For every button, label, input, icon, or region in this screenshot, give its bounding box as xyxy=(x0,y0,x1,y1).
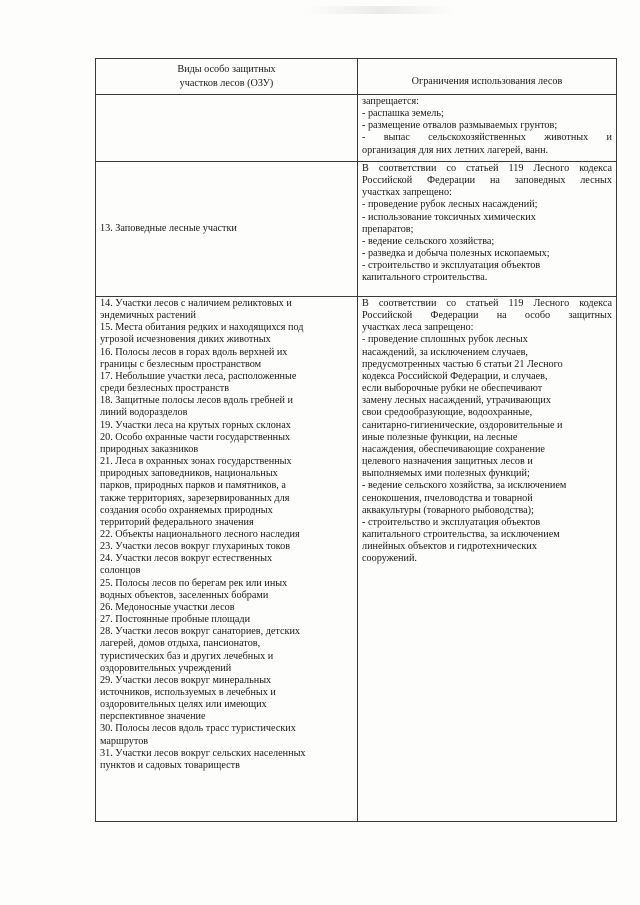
text-line: сооружений. xyxy=(362,553,417,565)
text-line: - выпас сельскохозяйственных животных и xyxy=(362,132,612,144)
text-line: насаждения, обеспечивающие сохранение xyxy=(362,443,545,455)
text-line: 15. Места обитания редких и находящихся под xyxy=(100,322,304,334)
header-restrictions xyxy=(358,59,617,95)
text-line: границы с безлесным пространством xyxy=(100,358,262,370)
text-line: 21. Леса в охранных зонах государственных xyxy=(100,456,292,468)
text-line: оздоровительных целях или имеющих xyxy=(100,699,267,711)
text-line: природных заказников xyxy=(100,443,199,455)
text-line: солонцов xyxy=(100,565,141,577)
text-line: препаратов; xyxy=(362,223,414,235)
text-line: 20. Особо охранные части государственных xyxy=(100,431,291,443)
text-line: В соответствии со статьей 119 Лесного кодекса xyxy=(362,163,612,174)
text-line: 19. Участки леса на крутых горных склонах xyxy=(100,419,291,431)
text-line: 23. Участки лесов вокруг глухариных токов xyxy=(100,541,291,553)
text-line: пунктов и садовых товариществ xyxy=(100,759,240,771)
text-line: 29. Участки лесов вокруг минеральных xyxy=(100,674,272,686)
text-line: источников, используемых в лечебных и xyxy=(100,687,276,698)
text-line: линейных объектов и гидротехнических xyxy=(362,541,537,553)
text-line: запрещается: xyxy=(362,96,419,107)
text-line: оздоровительных учреждений xyxy=(100,662,232,674)
text-line: свои средообразующие, водоохранные, xyxy=(362,407,533,419)
text-line: выполняемых ими полезных функций; xyxy=(362,468,530,480)
text-line: - проведение сплошных рубок лесных xyxy=(362,334,528,346)
text-line: 25. Полосы лесов по берегам рек или иных xyxy=(100,577,288,589)
header-ozu-line-2: участков лесов (ОЗУ) xyxy=(179,78,274,89)
table-row xyxy=(96,162,617,297)
text-line: аквакультуры (товарного рыбоводства); xyxy=(362,504,534,516)
text-line: участках леса запрещено: xyxy=(362,322,474,334)
text-line: - ведение сельского хозяйства; xyxy=(362,235,495,247)
text-line: кодекса Российской Федерации, и случаев, xyxy=(362,370,548,382)
text-line: создания особо охраняемых природных xyxy=(100,504,273,516)
text-line: также территориях, зарезервированных для xyxy=(100,492,290,504)
text-line: туристических баз и других лечебных и xyxy=(100,650,274,662)
text-line: В соответствии со статьей 119 Лесного кодекса xyxy=(362,298,612,309)
text-line: - строительство и эксплуатация объектов xyxy=(362,516,541,528)
header-ozu-types xyxy=(96,59,358,95)
text-line: 26. Медоносные участки лесов xyxy=(100,601,235,613)
text-line: 14. Участки лесов с наличием реликтовых и xyxy=(100,298,292,309)
text-line: территорий федерального значения xyxy=(100,516,254,528)
text-line: 28. Участки лесов вокруг санаториев, детских xyxy=(100,626,301,638)
table-header-row xyxy=(96,59,617,95)
text-line: 30. Полосы лесов вдоль трасс туристических xyxy=(100,723,296,735)
text-line: перспективное значение xyxy=(100,711,206,723)
row1-type-cell xyxy=(96,95,358,162)
scan-artifact xyxy=(305,6,455,14)
text-line: санитарно-гигиенические, оздоровительные и xyxy=(362,419,563,431)
text-line: - строительство и эксплуатация объектов xyxy=(362,260,541,272)
text-line: эндемичных растений xyxy=(100,310,196,322)
text-line: - использование токсичных химических xyxy=(362,211,536,223)
row2-type-cell xyxy=(96,162,358,297)
text-line: целевого назначения защитных лесов и xyxy=(362,456,533,468)
text-line: 16. Полосы лесов в горах вдоль верхней их xyxy=(100,346,288,358)
text-line: участках запрещено: xyxy=(362,187,452,199)
text-line: предусмотренных частью 6 статьи 21 Лесного xyxy=(362,358,563,370)
text-line: - распашка земель; xyxy=(362,108,444,120)
text-line: иные полезные функции, на лесные xyxy=(362,431,518,443)
text-line: - разведка и добыча полезных ископаемых; xyxy=(362,248,550,260)
text-line: 18. Защитные полосы лесов вдоль гребней и xyxy=(100,395,293,407)
row3-types-cell xyxy=(96,297,358,822)
text-line: 31. Участки лесов вокруг сельских населенных xyxy=(100,747,306,759)
text-line: насаждений, за исключением случаев, xyxy=(362,346,528,358)
text-line: 27. Постоянные пробные площади xyxy=(100,614,251,626)
text-line: 24. Участки лесов вокруг естественных xyxy=(100,553,273,565)
text-line: среди безлесных пространств xyxy=(100,383,230,395)
header-restrictions-label: Ограничения использования лесов xyxy=(411,75,563,87)
table-row xyxy=(96,95,617,162)
text-line: угрозой исчезновения диких животных xyxy=(100,334,271,346)
header-ozu-line-1: Виды особо защитных xyxy=(177,64,276,75)
text-line: водных объектов, заселенных бобрами xyxy=(100,589,269,601)
text-line: 22. Объекты национального лесного наследия xyxy=(100,528,300,540)
text-line: маршрутов xyxy=(100,735,149,747)
text-line: Российской Федерации на заповедных лесных xyxy=(362,175,612,187)
text-line: природных заповедников, национальных xyxy=(100,468,278,480)
row1-restrictions-cell xyxy=(358,95,617,162)
text-line: если выборочные рубки не обеспечивают xyxy=(362,383,543,395)
zapovednye-label: 13. Заповедные лесные участки xyxy=(100,222,237,234)
text-line: линий водоразделов xyxy=(100,407,188,419)
table-row xyxy=(96,297,617,822)
text-line: организация для них летних лагерей, ванн. xyxy=(362,144,549,156)
forest-restrictions-table xyxy=(95,58,617,822)
row3-restrictions-cell xyxy=(358,297,617,822)
text-line: капитального строительства. xyxy=(362,272,488,284)
text-line: 17. Небольшие участки леса, расположенные xyxy=(100,370,297,382)
text-line: парков, природных парков и памятников, а xyxy=(100,480,286,492)
text-line: - проведение рубок лесных насаждений; xyxy=(362,199,538,211)
text-line: сенокошения, пчеловодства и товарной xyxy=(362,492,533,504)
text-line: замену лесных насаждений, утрачивающих xyxy=(362,395,551,407)
text-line: Российской Федерации на особо защитных xyxy=(362,310,612,322)
text-line: - ведение сельского хозяйства, за исключением xyxy=(362,480,567,492)
text-line: - размещение отвалов размываемых грунтов; xyxy=(362,120,558,132)
text-line: капитального строительства, за исключением xyxy=(362,528,560,540)
text-line: лагерей, домов отдыха, пансионатов, xyxy=(100,638,261,650)
row2-restrictions-cell xyxy=(358,162,617,297)
